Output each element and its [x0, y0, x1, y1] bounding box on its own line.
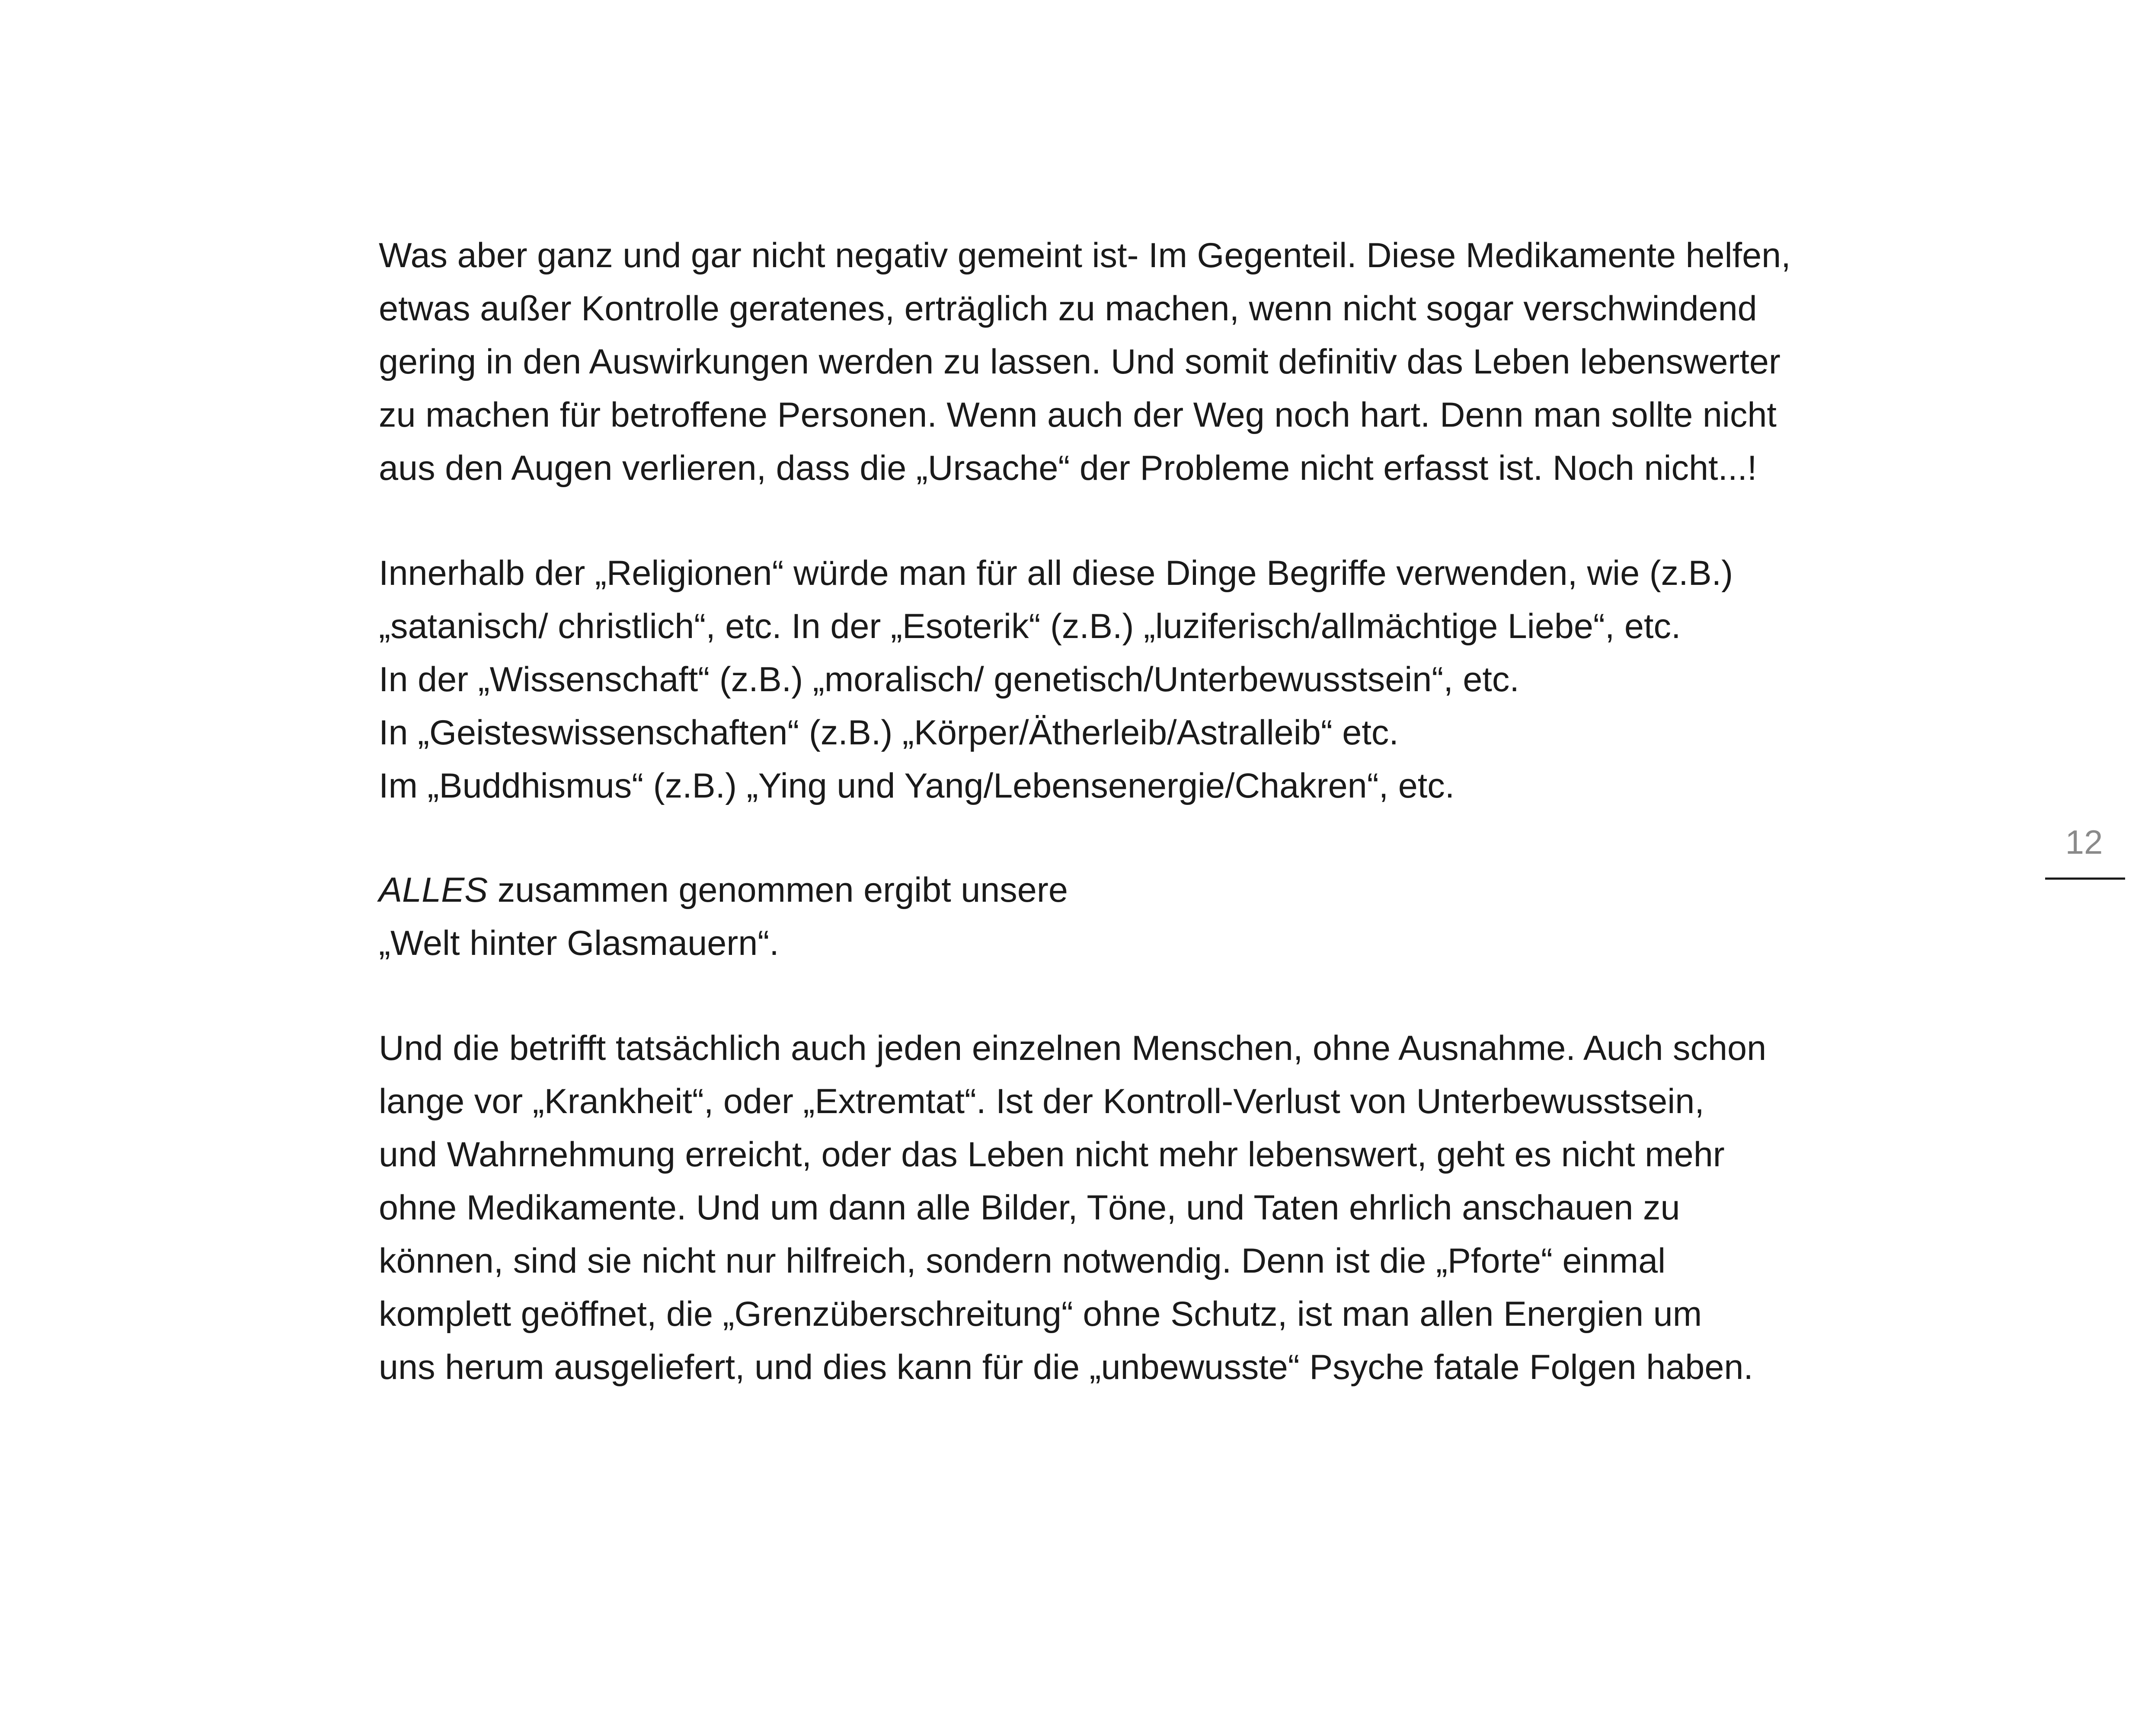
- page-number-divider: [2045, 878, 2125, 880]
- text-line: Im „Buddhismus“ (z.B.) „Ying und Yang/Lebensenergie/Chakren“, etc.: [379, 766, 1455, 805]
- text-line: gering in den Auswirkungen werden zu lassen. Und somit definitiv das Leben lebenswerter: [379, 342, 1781, 381]
- text-line: aus den Augen verlieren, dass die „Ursache“ der Probleme nicht erfasst ist. Noch nicht...!: [379, 449, 1757, 488]
- emphasis-text: ALLES: [379, 871, 488, 909]
- page-number: 12: [2065, 823, 2103, 861]
- text-segment: zusammen genommen ergibt unsere: [488, 871, 1068, 909]
- text-line: Innerhalb der „Religionen“ würde man für all diese Dinge Begriffe verwenden, wie (z.B.): [379, 554, 1733, 593]
- text-line: uns herum ausgeliefert, und dies kann für die „unbewusste“ Psyche fatale Folgen haben.: [379, 1348, 1753, 1387]
- paragraph-glasmauern: [379, 864, 2013, 970]
- text-line: etwas außer Kontrolle geratenes, erträglich zu machen, wenn nicht sogar verschwindend: [379, 289, 1757, 328]
- paragraph-menschen: [379, 1022, 2013, 1394]
- text-line: In der „Wissenschaft“ (z.B.) „moralisch/ genetisch/Unterbewusstsein“, etc.: [379, 660, 1519, 699]
- text-line: [379, 864, 2013, 917]
- text-line: „Welt hinter Glasmauern“.: [379, 924, 779, 963]
- text-line: „satanisch/ christlich“, etc. In der „Esoterik“ (z.B.) „luziferisch/allmächtige Liebe“, etc.: [379, 607, 1681, 646]
- paragraph-begriffe: [379, 547, 2013, 813]
- text-line: In „Geisteswissenschaften“ (z.B.) „Körper/Ätherleib/Astralleib“ etc.: [379, 713, 1399, 752]
- paragraph-medikamente: [379, 229, 2013, 495]
- text-line: zu machen für betroffene Personen. Wenn auch der Weg noch hart. Denn man sollte nicht: [379, 396, 1777, 434]
- text-line: Und die betrifft tatsächlich auch jeden einzelnen Menschen, ohne Ausnahme. Auch schon: [379, 1029, 1767, 1068]
- text-line: können, sind sie nicht nur hilfreich, sondern notwendig. Denn ist die „Pforte“ einmal: [379, 1241, 1666, 1280]
- text-line: lange vor „Krankheit“, oder „Extremtat“. Ist der Kontroll-Verlust von Unterbewusstsein,: [379, 1082, 1704, 1121]
- text-line: komplett geöffnet, die „Grenzüberschreitung“ ohne Schutz, ist man allen Energien um: [379, 1295, 1702, 1334]
- text-line: und Wahrnehmung erreicht, oder das Leben nicht mehr lebenswert, geht es nicht mehr: [379, 1135, 1725, 1174]
- text-line: ohne Medikamente. Und um dann alle Bilder, Töne, und Taten ehrlich anschauen zu: [379, 1188, 1680, 1227]
- text-line: Was aber ganz und gar nicht negativ gemeint ist- Im Gegenteil. Diese Medikamente helfen,: [379, 236, 1791, 275]
